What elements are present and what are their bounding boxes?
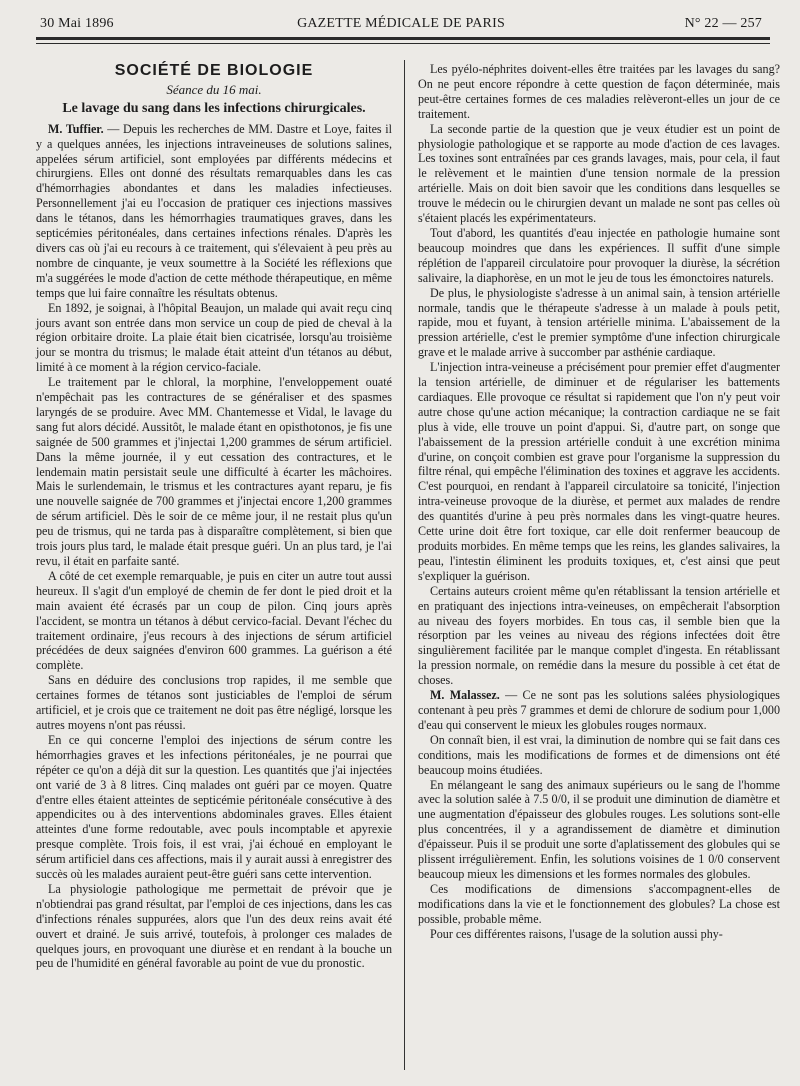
speaker-name: M. Malassez.: [430, 688, 500, 703]
right-column: [418, 62, 780, 941]
paragraph: La seconde partie de la question que je veux étudier est un point de physiologie pathologique et se rapporte au mode d'action de ces lavages. Les toxines sont entraînées par ces grands lavages, mais, pour cela, il faut le relèvement et le maintien d'une tension normale de la pression artérielle. Mais on doit bien savoir que les conditions dans lesquelles se trouve le médecin ou le chirurgien devant un malade ne sont pas celles où s'étaient placés les expérimentateurs.: [418, 121, 780, 226]
paragraph: On connaît bien, il est vrai, la diminution de nombre qui se fait dans ces conditions, mais les modifications de formes et de dimensions ont été beaucoup moins étudiées.: [418, 732, 780, 777]
paragraph: Pour ces différentes raisons, l'usage de la solution aussi phy-: [430, 926, 723, 941]
paragraph: De plus, le physiologiste s'adresse à un animal sain, à tension artérielle normale, tandis que le thérapeute s'adresse à un malade à pouls petit, rapide, mou et fuyant, à tension artérielle minima. L'abaissement de la pression artérielle, c'est le premier symptôme d'une infection chirurgicale grave et le malade arrive à succomber par asthénie cardiaque.: [418, 285, 780, 360]
paragraph: [418, 688, 780, 733]
speaker-name: M. Tuffier.: [48, 121, 104, 136]
header-rule: [36, 37, 770, 40]
running-header: [40, 12, 762, 34]
paragraph: Certains auteurs croient même qu'en rétablissant la tension artérielle et en pratiquant des injections intra-veineuses, on empêcherait l'absorption au niveau des foyers morbides. En tous cas, il semble bien que la résorption par les veines au niveau des régions infectées doit être singulièrement facilitée par le manque complet d'ingesta. En rétablissant la pression normale, on remédie dans la mesure du possible à cet état de choses.: [418, 583, 780, 688]
header-journal-title: GAZETTE MÉDICALE DE PARIS: [297, 16, 505, 31]
paragraph: L'injection intra-veineuse a précisément pour premier effet d'augmenter la tension artérielle, de diminuer et de régulariser les battements cardiaques. Elle provoque ce résultat si rapidement que l'on n'y peut voir autre chose qu'une action mécanique; la contraction cardiaque ne se fait plus à vide, elle trouve un point d'appui. Si, d'autre part, on songe que l'abaissement de la pression artérielle conduit à une excrétion minima d'urine, on conçoit combien est grave pour l'organisme la suppression du filtre rénal, qui empêche l'élimination des toxines et aggrave les accidents. C'est pourquoi, en rendant à l'appareil circulatoire sa tonicité, l'injection intra-veineuse provoque de la diurèse, et permet aux malades de rendre des quantités d'urine à peu près normales dans les vingt-quatre heures. Cette urine doit être fort toxique, car elle doit renfermer beaucoup de produits morbides. En même temps que les reins, les glandes salivaires, la peau, l'intestin éliminent les produits toxiques, et, c'est ainsi que peut s'expliquer la guérison.: [418, 360, 780, 583]
paragraph: La physiologie pathologique me permettait de prévoir que je n'obtiendrai pas grand résultat, par l'emploi de ces injections, dans les cas d'infections rénales suppurées, alors que l'un des deux reins avait été ouvert et drainé. Je suis arrivé, toutefois, à prolonger ces malades de quelques jours, en provoquant une diurèse et en rendant à la bouche un peu de l'humidité en général favorable au point de vue du pronostic.: [36, 881, 392, 971]
paragraph: En mélangeant le sang des animaux supérieurs ou le sang de l'homme avec la solution salée à 7.5 0/0, il se produit une diminution de diamètre et une augmentation d'épaisseur des globules rouges. Les solutions sont-elle plus concentrées, il y a agrandissement de diamètre et diminution d'épaisseur. Puis il se produit une sorte d'aplatissement des globules qui se plissent irrégulièrement. Enfin, les solutions voisines de 1 0/0 conservent beaucoup mieux les dimensions et les formes normales des globules.: [418, 777, 780, 881]
header-issue-page: N° 22 — 257: [684, 16, 762, 31]
paragraph: Ces modifications de dimensions s'accompagnent-elles de modifications dans la vie et le fonctionnement des globules? La chose est possible, probable même.: [418, 881, 780, 926]
paragraph: Les pyélo-néphrites doivent-elles être traitées par les lavages du sang? On ne peut encore répondre à cette question de façon déterminée, mais peut-être certaines formes de ces maladies relèveront-elles un jour de ce traitement.: [418, 62, 780, 121]
paragraph: Tout d'abord, les quantités d'eau injectée en pathologie humaine sont beaucoup moindres que dans les expériences. Il suffit d'une simple réplétion de l'appareil circulatoire pour provoquer la diurèse, la sécrétion salivaire, la diaphorèse, en un mot le jeu de tous les émonctoires naturels.: [418, 225, 780, 285]
section-title: SOCIÉTÉ DE BIOLOGIE: [114, 62, 314, 79]
session-date: Séance du 16 mai.: [166, 81, 262, 97]
left-column: [36, 62, 392, 971]
paragraph: En ce qui concerne l'emploi des injections de sérum contre les hémorrhagies graves et les infections péritonéales, je ne pourrai que répéter ce qu'on a déjà dit sur la question. Les quantités que j'ai injectées ont varié de 3 à 8 litres. Cinq malades ont guéri par ce moyen. Quatre d'entre elles étaient atteintes de septicémie péritonéale consécutive à des appendicites ou à des interventions abdominales graves. Elles étaient atteintes d'une forme redoutable, avec pouls incomptable et apyrexie presque complète. Trois fois, il est vrai, j'ai échoué en employant le sérum artificiel dans ces affections, mais il y aurait aussi à enregistrer des succès où les malades auraient peut-être guéri sans cette intervention.: [36, 732, 392, 882]
paragraph: En 1892, je soignai, à l'hôpital Beaujon, un malade qui avait reçu cinq jours avant son entrée dans mon service un coup de pied de cheval à la région orbitaire droite. La plaie était bien cicatrisée, lorsqu'au troisième jour se montra du trismus; le malade était atteint d'un tétanos au début, limité à ce moment à la région cervico-faciale.: [36, 300, 392, 375]
paragraph-text: — Ce ne sont pas les solutions salées physiologiques contenant à peu près 7 grammes et demi de chlorure de sodium pour 1,000 d'eau qui conservent le mieux les globules rouges normaux.: [418, 688, 780, 732]
column-divider: [404, 60, 405, 1070]
paragraph: [36, 122, 392, 301]
paragraph: A côté de cet exemple remarquable, je puis en citer un autre tout aussi heureux. Il s'agit d'un employé de chemin de fer dont le pied droit et la main avaient été écrasés par un coup de pilon. Cinq jours après l'accident, se montra un tétanos à début cervico-facial. Devant l'échec du traitement ordinaire, j'eus recours à des injections de sérum artificiel précédées de deux saignées d'environ 600 grammes. La guérison a été complète.: [36, 568, 392, 673]
paragraph: Le traitement par le chloral, la morphine, l'enveloppement ouaté n'empêchait pas les contractures de se généraliser et des spasmes laryngés de se produire. Avec MM. Chantemesse et Vidal, le lavage du sang fut alors décidé. Aussitôt, le malade étant en opisthotonos, je fis une saignée de 500 grammes et j'injectai 1,200 grammes de sérum artificiel. Dans la même journée, il y eut cessation des contractures, et le lendemain matin persistait seule une difficulté à écarter les mâchoires. Mais le surlendemain, le trismus et les contractures ayant reparu, je fis une nouvelle saignée de 700 grammes et j'injectai encore 1,200 grammes de sérum artificiel. Dès le soir de ce même jour, il ne restait plus qu'un peu de trismus, qui ne tarda pas à disparaître complètement, si bien que trois jours plus tard, le malade était presque guéri. Un an plus tard, je l'ai revu, il était en parfaite santé.: [36, 375, 392, 568]
article-subject: Le lavage du sang dans les infections chirurgicales.: [62, 100, 366, 116]
paragraph-text: — Depuis les recherches de MM. Dastre et Loye, faites il y a quelques années, les injections intraveineuses de solutions salines, appelées sérum artificiel, sont employées par différents médecins et chirurgiens. Elles ont donné des résultats remarquables dans les cas d'hémorrhagies abondantes et dans les maladies infectieuses. Personnellement j'ai eu l'occasion de pratiquer ces injections massives dans le tétanos, dans les hémorrhagies traumatiques graves, dans les septicémies péritonéales, dans certaines infections rénales. D'après les divers cas où j'ai eu recours à ce traitement, qui s'élevaient à peu près au nombre de cinquante, je veux soumettre à la Société les réflexions que m'a suggérées le mode d'action de cette méthode thérapeutique, en même temps que lui faire connaître les résultats obtenus.: [36, 121, 392, 300]
paragraph: Sans en déduire des conclusions trop rapides, il me semble que certaines formes de tétanos sont justiciables de l'emploi de sérum artificiel, et je crois que ce traitement ne doit pas être négligé, lorsque les autres moyens n'ont pas réussi.: [36, 673, 392, 732]
header-rule-thin: [36, 43, 770, 44]
header-date: 30 Mai 1896: [40, 16, 114, 31]
